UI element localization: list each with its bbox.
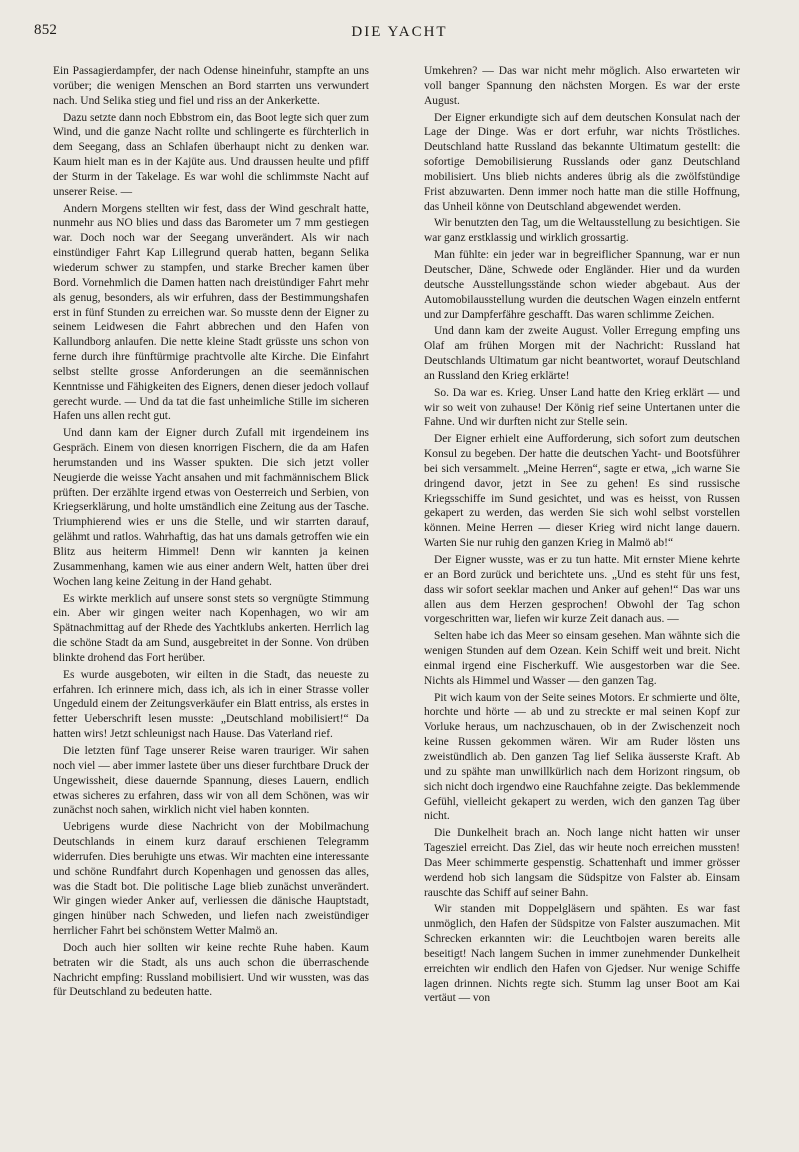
paragraph: Und dann kam der zweite August. Voller Erregung empfing uns Olaf am frühen Morgen mit der Nachricht: Russland hat Deutschlands Ultimatum gar nicht beantwortet, worauf Deutschland an Russland den Krieg erklärte! [424, 325, 740, 382]
paragraph: Es wurde ausgeboten, wir eilten in die Stadt, das neueste zu erfahren. Ich erinnere mich, dass ich, als ich in einer Strasse voller Ungeduld einem der Zeitungsverkäufer ein Blatt entriss, als erstes in fetter Ueberschrift lesen musste: „Deutschland mobilisiert!“ Da hatten wirs! Jetzt schleunigst nach Hause. Das Vaterland rief. [53, 668, 369, 741]
paragraph: Der Eigner erkundigte sich auf dem deutschen Konsulat nach der Lage der Dinge. Was er dort erfuhr, war nichts Tröstliches. Deutschland hatte Russland das bekannte Ultimatum gestellt: die sofortige Demobilisierung Russlands oder ganz Deutschland mobilisiert. Uns blieb nichts anderes übrig als die zwölfstündige Frist abzuwarten. Denn immer noch hatte man die stille Hoffnung, das Unheil könne von Deutschland abgewendet werden. [424, 111, 740, 213]
page-number: 852 [34, 22, 58, 38]
right-column [424, 64, 740, 1008]
paragraph: Der Eigner erhielt eine Aufforderung, sich sofort zum deutschen Konsul zu begeben. Der hatte die deutschen Yacht- und Bootsführer bei sich versammelt. „Meine Herren“, sagte er etwa, „ich warne Sie dringend davor, jetzt in See zu gehen! Es sind russische Kriegsschiffe im Sund gesichtet, und was es heisst, von Russen gekapert zu werden, das werden Sie sich wohl selbst vorstellen können. Meine Herren — dieser Krieg wird nicht lange dauern. Warten Sie nur ruhig den ganzen Krieg in Malmö ab!“ [424, 433, 740, 550]
paragraph: Pit wich kaum von der Seite seines Motors. Er schmierte und ölte, horchte und hörte — ab und zu streckte er mal seinen Kopf zur Vorluke heraus, um nachzuschauen, ob in der Zwischenzeit noch keine Russen gekommen wären. Wir am Ruder lösten uns zweistündlich ab. Den ganzen Tag lief Selika äusserste Kraft. Ab und zu spähte man unwillkürlich nach dem Horizont ringsum, ob sich nicht doch irgendwo eine Rauchfahne zeigte. Das beklemmende Gefühl, vielleicht gekapert zu werden, wich den ganzen Tag über nicht. [424, 691, 740, 823]
paragraph: Wir benutzten den Tag, um die Weltausstellung zu besichtigen. Sie war ganz erstklassig und wirklich grossartig. [424, 217, 740, 245]
paragraph: Man fühlte: ein jeder war in begreiflicher Spannung, war er nun Deutscher, Däne, Schwede oder Engländer. Hier und da wurden deutsche Ausstellungsstände schon wieder abgebaut. Aus der Automobilausstellung wurden die deutschen Wagen einzeln entfernt und zur Dampferfähre geschafft. Das waren schlimme Zeichen. [424, 249, 740, 321]
paragraph: Der Eigner wusste, was er zu tun hatte. Mit ernster Miene kehrte er an Bord zurück und berichtete uns. „Und es steht für uns fest, dass wir sofort seeklar machen und Anker auf gehen!“ Das war uns allen aus dem Herzen gesprochen! Obwohl der Tag schon vorgeschritten war, liefen wir kurze Zeit danach aus. — [424, 554, 740, 626]
paragraph: Es wirkte merklich auf unsere sonst stets so vergnügte Stimmung ein. Aber wir gingen weiter nach Kopenhagen, wo wir am Spätnachmittag auf der Rhede des Yachtklubs ankerten. Herrlich lag die schöne Stadt da am Sund, ausgebreitet in der Sonne. Von drüben blinkte drohend das Fort herüber. [53, 592, 369, 664]
paragraph: Ein Passagierdampfer, der nach Odense hineinfuhr, stampfte an uns vorüber; die wenigen Menschen an Bord starrten uns verwundert nach. Und Selika stieg und fiel und riss an der Ankerkette. [53, 65, 369, 107]
paragraph: Dazu setzte dann noch Ebbstrom ein, das Boot legte sich quer zum Wind, und die ganze Nacht rollte und schlingerte es fürchterlich in dem Seegang, dass an Schlafen überhaupt nicht zu denken war. Kaum hielt man es in der Kajüte aus. Und draussen heulte und pfiff der Sturm in der Takelage. Es war wohl die schlimmste Nacht auf unserer Reise. — [53, 111, 369, 198]
paragraph: Andern Morgens stellten wir fest, dass der Wind geschralt hatte, nunmehr aus NO blies und dass das Barometer um 7 mm gestiegen war. Doch noch war der Seegang unverändert. Als wir nach einstündiger Fahrt Kap Lillegrund querab hatten, begann Selika wiederum schwer zu stampfen, und starke Brecher kamen über Bord. Vornehmlich die Damen hatten nach dreistündiger Fahrt mehr als genug, besonders, als wir erfuhren, dass der Bestimmungshafen erst in fünf Stunden zu erreichen war. So musste denn der Eigner zu seinem Leidwesen die Fahrt abbrechen und den Hafen von Kallundborg anlaufen. Die nette kleine Stadt grüsste uns schon von ferne durch ihre fünftürmige prachtvolle alte Kirche. Die Einfahrt selbst stellte grosse Anforderungen an die seemännischen Kenntnisse und Fähigkeiten des Eigners, denen dieser jedoch vollauf gerecht wurde. — Und da tat die fast unheimliche Stille im sicheren Hafen uns allen recht gut. [53, 202, 369, 423]
paragraph: Umkehren? — Das war nicht mehr möglich. Also erwarteten wir voll banger Spannung den nächsten Morgen. Es war der erste August. [424, 65, 740, 107]
left-column [53, 64, 369, 1002]
paragraph: Die Dunkelheit brach an. Noch lange nicht hatten wir unser Tagesziel erreicht. Das Ziel, das wir heute noch erreichen mussten! Das Meer schimmerte gespenstig. Schattenhaft und immer grösser werdend hob sich langsam die Südspitze von Falster ab. Einsam rauschte das Schiff auf seiner Bahn. [424, 827, 740, 899]
paragraph: Und dann kam der Eigner durch Zufall mit irgendeinem ins Gespräch. Einem von diesen knorrigen Fischern, die da am Hafen herumstanden und ins Wasser spukten. Die sich jetzt voller Neugierde die weisse Yacht ansahen und mit fachmännischem Blick prüften. Der erzählte irgend etwas von Oesterreich und Serbien, von Kriegserklärung, und holte umständlich eine Zeitung aus der Tasche. Triumphierend wies er uns die Stelle, und wir starrten darauf, gelähmt und ratlos. Wahrhaftig, das hat uns damals getroffen wie ein Blitz aus heiterm Himmel! Denn wir kannten ja keinen Zusammenhang, kamen wie aus einer andern Welt, hatten über drei Wochen lang keine Zeitung in der Hand gehabt. [53, 427, 369, 588]
paragraph: Selten habe ich das Meer so einsam gesehen. Man wähnte sich die wenigen Stunden auf dem Ozean. Kein Schiff weit und breit. Nicht einmal irgend eine Fischerkuff. Wie ausgestorben war die See. Nichts als Himmel und Wasser — den ganzen Tag. [424, 630, 740, 687]
paragraph: Wir standen mit Doppelgläsern und spähten. Es war fast unmöglich, den Hafen der Südspitze von Falster auszumachen. Mit Schrecken erkannten wir: die Leuchtbojen waren bereits alle beseitigt! Nach langem Suchen in immer zunehmender Dunkelheit erreichten wir endlich den Hafen von Gjedser. Nur wenige Schiffe lagen drinnen. Nichts regte sich. Stumm lag unser Boot am Kai vertäut — von [424, 903, 740, 1005]
paragraph: So. Da war es. Krieg. Unser Land hatte den Krieg erklärt — und wir so weit von zuhause! Der König rief seine Untertanen unter die Fahne. Und wir durften nicht zur Stelle sein. [424, 386, 740, 429]
running-title: DIE YACHT [351, 24, 448, 40]
paragraph: Uebrigens wurde diese Nachricht von der Mobilmachung Deutschlands in einem kurz darauf erschienen Telegramm widerrufen. Dies beruhigte uns etwas. Wir machten eine interessante und schöne Rundfahrt durch Kopenhagen und genossen das alles, was die Stadt bot. Die politische Lage blieb zunächst unverändert. Wir gingen wieder Anker auf, verliessen die dänische Hauptstadt, gingen hinüber nach Schweden, und liefen nach zweistündiger herrlicher Fahrt bei schönstem Wetter Malmö an. [53, 821, 369, 938]
paragraph: Doch auch hier sollten wir keine rechte Ruhe haben. Kaum betraten wir die Stadt, als uns auch schon die überraschende Nachricht empfing: Russland mobilisiert. Und wir wussten, was das für Deutschland zu bedeuten hatte. [53, 941, 369, 999]
paragraph: Die letzten fünf Tage unserer Reise waren trauriger. Wir sahen noch viel — aber immer lastete über uns dieser furchtbare Druck der Ungewissheit, diese dauernde Spannung, dieses Lauern, endlich etwas sicheres zu erfahren, dass wir von all dem Schönen, was wir zunächst noch sahen, wirklich nicht viel haben konnten. [53, 744, 369, 817]
